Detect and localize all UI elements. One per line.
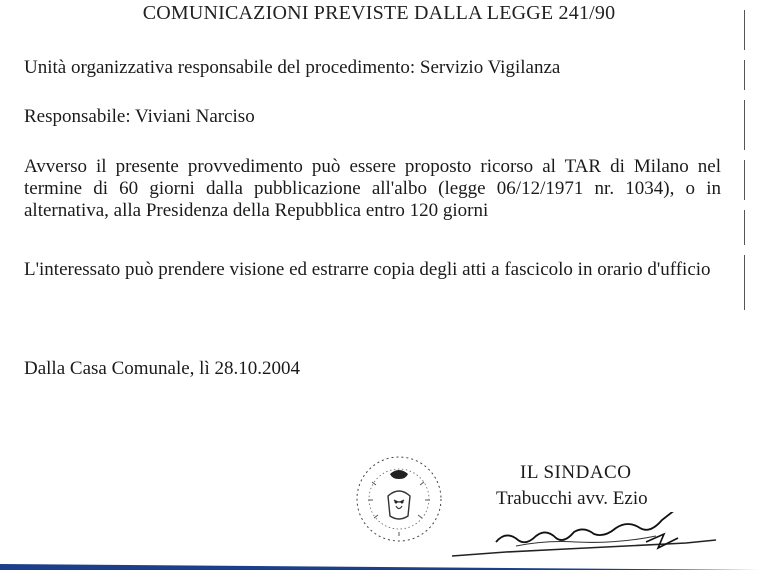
signature-title: IL SINDACO: [520, 462, 632, 483]
document-title: COMUNICAZIONI PREVISTE DALLA LEGGE 241/90: [142, 2, 616, 24]
responsible-person-line: Responsabile: Viviani Narciso: [24, 106, 255, 127]
place-and-date: Dalla Casa Comunale, lì 28.10.2004: [24, 358, 300, 379]
appeal-paragraph: Avverso il presente provvedimento può essere proposto ricorso al TAR di Milano nel termine di 60 giorni dalla pubblicazione all'albo (legge 06/12/1971 nr. 1034), o in alternativa, alla Presidenza della Repubblica entro 120 giorni: [24, 156, 721, 221]
municipal-seal-icon: [352, 452, 446, 546]
handwritten-signature-icon: [446, 512, 736, 560]
scan-right-border: [736, 0, 758, 570]
organizational-unit-line: Unità organizzativa responsabile del procedimento: Servizio Vigilanza: [24, 57, 561, 78]
scan-bottom-edge: [0, 560, 758, 570]
access-rights-paragraph: L'interessato può prendere visione ed estrarre copia degli atti a fascicolo in orario d'ufficio: [24, 259, 711, 280]
signatory-name: Trabucchi avv. Ezio: [496, 488, 648, 509]
